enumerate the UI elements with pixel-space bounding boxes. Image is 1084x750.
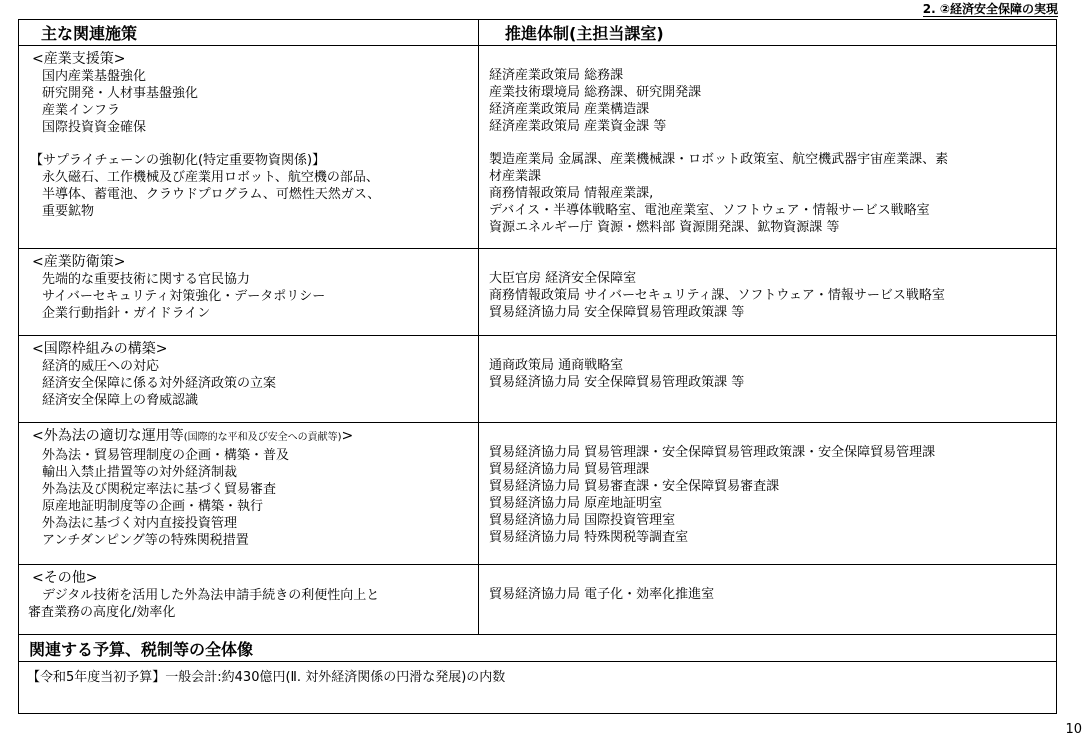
organization-item: 経済産業政策局 総務課 xyxy=(489,68,624,83)
table-row xyxy=(19,423,1057,565)
policy-item: サイバーセキュリティ対策強化・データポリシー xyxy=(42,289,326,304)
policy-item: 審査業務の高度化/効率化 xyxy=(28,605,176,620)
organization-item: 経済産業政策局 産業資金課 等 xyxy=(489,119,667,134)
organization-item: 産業技術環境局 総務課、研究開発課 xyxy=(489,85,702,100)
policy-item: 外為法に基づく対内直接投資管理 xyxy=(42,516,238,531)
organization-item: 大臣官房 経済安全保障室 xyxy=(489,271,637,286)
policy-item: 半導体、蓄電池、クラウドプログラム、可燃性天然ガス、 xyxy=(42,187,381,202)
table-header-row xyxy=(19,20,1057,46)
organization-item: 資源エネルギー庁 資源・燃料部 資源開発課、鉱物資源課 等 xyxy=(489,220,840,235)
organization-item: 材産業課 xyxy=(489,169,542,184)
col-header-policies: 主な関連施策 xyxy=(19,20,479,46)
policy-item: 国際投資資金確保 xyxy=(42,120,147,135)
category-note: (国際的な平和及び安全への貢献等) xyxy=(183,432,342,443)
category-label xyxy=(32,427,478,447)
organization-item: 貿易経済協力局 国際投資管理室 xyxy=(489,513,676,528)
policy-table xyxy=(18,19,1057,714)
organization-item: 貿易経済協力局 貿易審査課・安全保障貿易審査課 xyxy=(489,479,780,494)
policy-item: 経済安全保障に係る対外経済政策の立案 xyxy=(42,376,277,391)
organization-item: 商務情報政策局 情報産業課, xyxy=(489,186,654,201)
organization-item: 貿易経済協力局 貿易管理課 xyxy=(489,462,650,477)
table-row xyxy=(19,565,1057,635)
policy-cell xyxy=(19,46,479,249)
organization-item: 貿易経済協力局 電子化・効率化推進室 xyxy=(489,587,715,602)
policy-item: 企業行動指針・ガイドライン xyxy=(42,306,211,321)
policy-cell xyxy=(19,336,479,423)
budget-heading-row xyxy=(19,635,1057,662)
organization-item: 貿易経済協力局 特殊関税等調査室 xyxy=(489,530,689,545)
page-number: 10 xyxy=(1065,722,1082,737)
col-header-organization: 推進体制(主担当課室) xyxy=(479,20,1057,46)
policy-cell xyxy=(19,249,479,336)
policy-item: 重要鉱物 xyxy=(42,204,95,219)
budget-body-row xyxy=(19,662,1057,714)
table-row xyxy=(19,46,1057,249)
organization-item: 貿易経済協力局 安全保障貿易管理政策課 等 xyxy=(489,375,745,390)
organization-cell xyxy=(479,46,1057,249)
organization-cell xyxy=(479,423,1057,565)
category-end: > xyxy=(341,428,354,444)
organization-cell xyxy=(479,336,1057,423)
organization-item: 貿易経済協力局 原産地証明室 xyxy=(489,496,663,511)
policy-item: 研究開発・人材事基盤強化 xyxy=(42,86,199,101)
policy-item: 外為法・貿易管理制度の企画・構築・普及 xyxy=(42,448,290,463)
organization-item: 商務情報政策局 サイバーセキュリティ課、ソフトウェア・情報サービス戦略室 xyxy=(489,288,945,303)
policy-item: 経済的威圧への対応 xyxy=(42,359,160,374)
policy-item: アンチダンピング等の特殊関税措置 xyxy=(42,533,249,548)
category-label: <産業防衛策> xyxy=(32,254,126,270)
organization-item: 貿易経済協力局 安全保障貿易管理政策課 等 xyxy=(489,305,745,320)
organization-cell xyxy=(479,565,1057,635)
organization-cell xyxy=(479,249,1057,336)
organization-item: 経済産業政策局 産業構造課 xyxy=(489,102,650,117)
section-label: 2. ②経済安全保障の実現 xyxy=(922,2,1058,16)
policy-item: 先端的な重要技術に関する官民協力 xyxy=(42,272,251,287)
organization-item: 貿易経済協力局 貿易管理課・安全保障貿易管理政策課・安全保障貿易管理課 xyxy=(489,445,936,460)
organization-item: 製造産業局 金属課、産業機械課・ロボット政策室、航空機武器宇宙産業課、素 xyxy=(489,152,949,167)
policy-cell xyxy=(19,423,479,565)
table-row xyxy=(19,249,1057,336)
sub-category-label: 【サプライチェーンの強靭化(特定重要物資関係)】 xyxy=(30,153,326,168)
policy-item: 永久磁石、工作機械及び産業用ロボット、航空機の部品、 xyxy=(42,170,379,185)
category-label: <その他> xyxy=(32,570,98,586)
category-title: <外為法の適切な運用等 xyxy=(32,428,184,444)
budget-text: 【令和5年度当初予算】一般会計:約430億円(Ⅱ. 対外経済関係の円滑な発展)の内数 xyxy=(19,662,1057,714)
table-row xyxy=(19,336,1057,423)
organization-item: デバイス・半導体戦略室、電池産業室、ソフトウェア・情報サービス戦略室 xyxy=(489,203,930,218)
policy-item: デジタル技術を活用した外為法申請手続きの利便性向上と xyxy=(42,588,380,603)
policy-item: 原産地証明制度等の企画・構築・執行 xyxy=(42,499,264,514)
budget-heading: 関連する予算、税制等の全体像 xyxy=(19,635,1057,662)
policy-item: 経済安全保障上の脅威認識 xyxy=(42,393,199,408)
policy-item: 産業インフラ xyxy=(42,103,121,118)
policy-item: 輸出入禁止措置等の対外経済制裁 xyxy=(42,465,238,480)
category-label: <産業支援策> xyxy=(32,51,126,67)
category-label: <国際枠組みの構築> xyxy=(32,341,168,357)
policy-item: 国内産業基盤強化 xyxy=(42,69,147,84)
policy-item: 外為法及び関税定率法に基づく貿易審査 xyxy=(42,482,277,497)
policy-cell xyxy=(19,565,479,635)
organization-item: 通商政策局 通商戦略室 xyxy=(489,358,624,373)
